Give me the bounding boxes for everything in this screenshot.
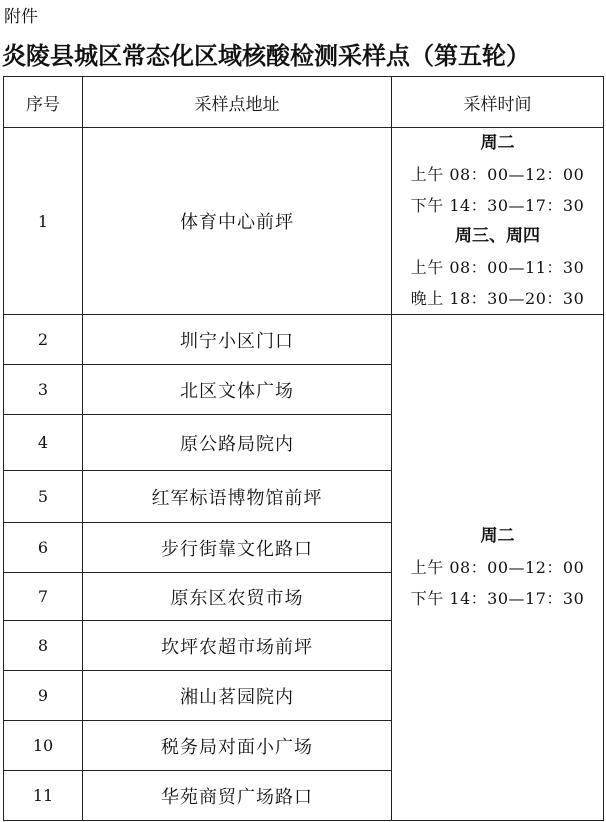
schedule-time: 上午 08：00—12：00 [410,165,585,184]
row-number: 8 [4,621,83,671]
row-address: 华苑商贸广场路口 [83,771,392,821]
row-address: 北区文体广场 [83,365,392,415]
schedule-day: 周三、周四 [455,226,540,246]
document-title: 炎陵县城区常态化区域核酸检测采样点（第五轮） [2,41,530,70]
row-number: 10 [4,721,83,771]
row-address: 税务局对面小广场 [83,721,392,771]
row-address: 湘山茗园院内 [83,671,392,721]
row-number: 5 [4,471,83,523]
sampling-sites-table [3,76,604,821]
schedule-time: 晚上 18：30—20：30 [410,289,585,308]
table-row [4,128,604,315]
row-address: 体育中心前坪 [83,128,392,315]
row-number: 7 [4,573,83,621]
table-header-row [4,77,604,128]
row-address: 红军标语博物馆前坪 [83,471,392,523]
row-number: 4 [4,415,83,471]
row-address: 原东区农贸市场 [83,573,392,621]
row-number: 1 [4,128,83,315]
attachment-label: 附件 [4,7,38,27]
header-address: 采样点地址 [83,77,392,128]
table-row [4,315,604,365]
header-serial: 序号 [4,77,83,128]
schedule-day: 周二 [480,133,515,153]
schedule-time: 上午 08：00—11：30 [410,258,585,277]
row-number: 11 [4,771,83,821]
schedule-time: 下午 14：30—17：30 [410,589,585,608]
row-address: 坎坪农超市场前坪 [83,621,392,671]
header-time: 采样时间 [392,77,604,128]
row-number: 3 [4,365,83,415]
schedule-time: 上午 08：00—12：00 [410,558,585,577]
row-number: 6 [4,523,83,573]
row-address: 圳宁小区门口 [83,315,392,365]
schedule-cell-2-11 [392,315,604,821]
row-number: 9 [4,671,83,721]
row-address: 步行街靠文化路口 [83,523,392,573]
row-number: 2 [4,315,83,365]
schedule-day: 周二 [480,526,515,546]
schedule-time: 下午 14：30—17：30 [410,196,585,215]
row-address: 原公路局院内 [83,415,392,471]
schedule-cell-1 [392,128,604,315]
